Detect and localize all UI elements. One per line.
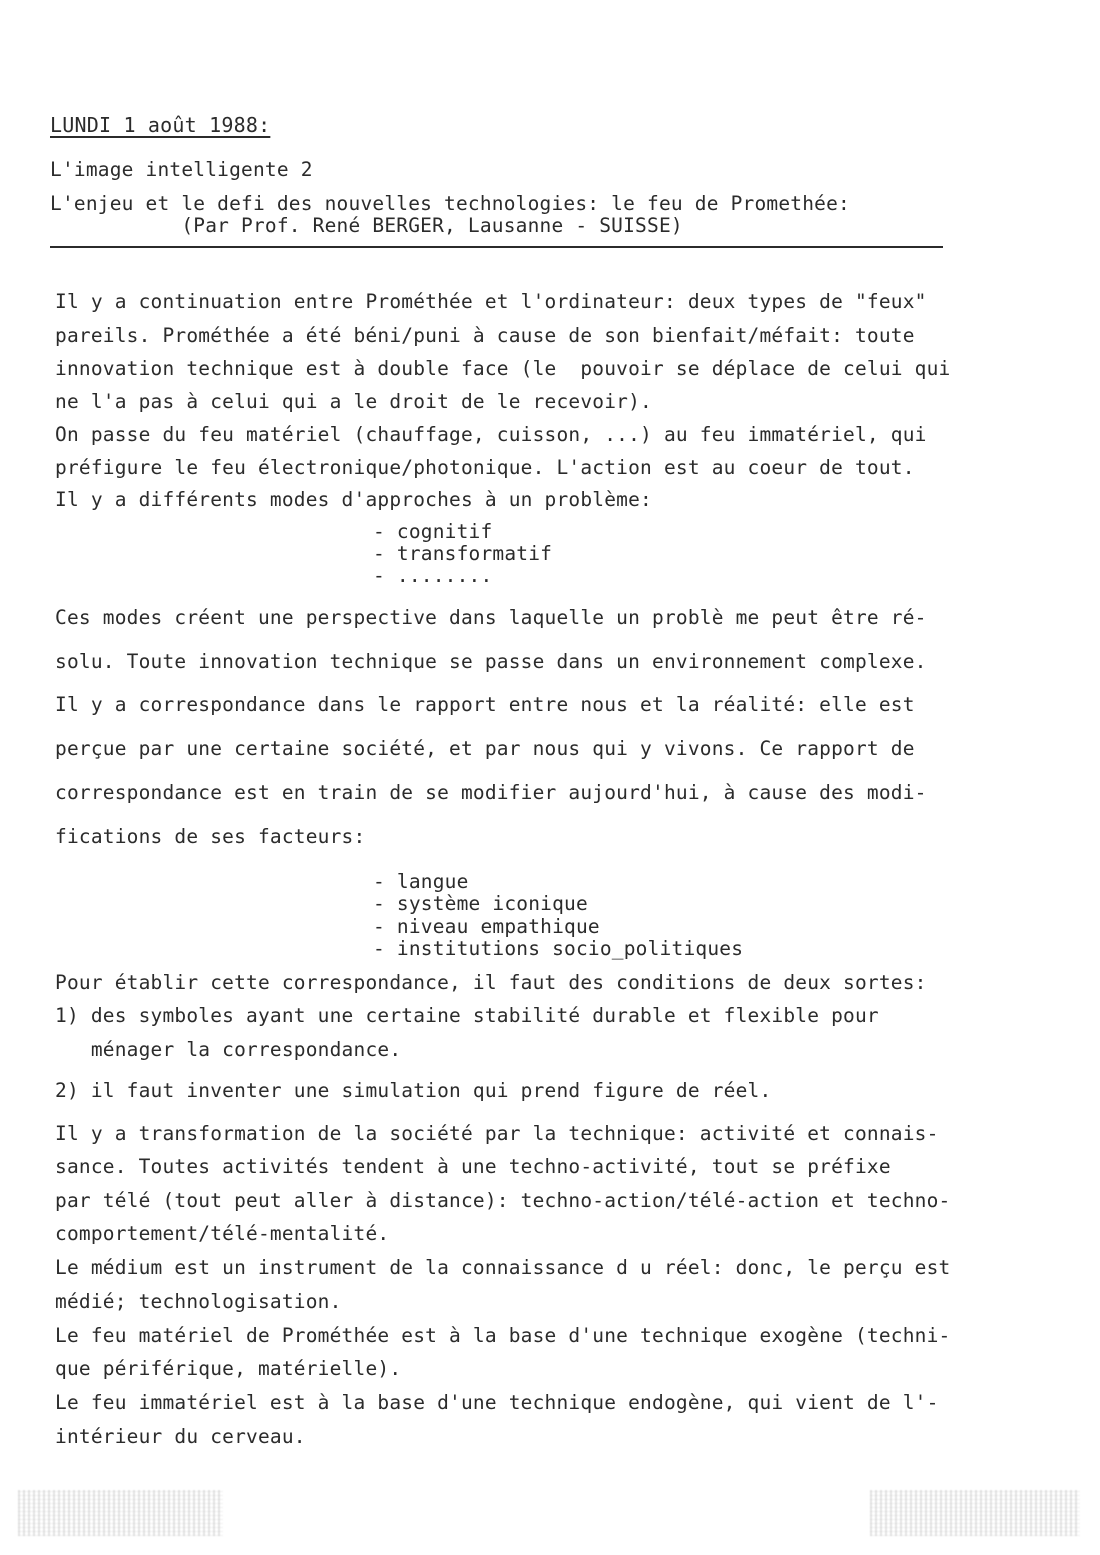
- para3-line-4: 2) il faut inventer une simulation qui prend figure de réel.: [55, 1079, 772, 1102]
- para3-line-5: Il y a transformation de la société par la technique: activité et connais-: [55, 1122, 939, 1145]
- list1-item-3: - ........: [373, 564, 493, 587]
- scan-artifact-left: [18, 1490, 223, 1536]
- header-rule: [50, 246, 943, 248]
- para2-line-1: Ces modes créent une perspective dans laquelle un problè me peut être ré-: [55, 606, 927, 629]
- para1-line-7: Il y a différents modes d'approches à un problème:: [55, 488, 652, 511]
- para3-line-14: intérieur du cerveau.: [55, 1425, 306, 1448]
- header-line-3: (Par Prof. René BERGER, Lausanne - SUISSE): [50, 214, 683, 237]
- para1-line-1: Il y a continuation entre Prométhée et l'ordinateur: deux types de "feux": [55, 290, 927, 313]
- para1-line-6: préfigure le feu électronique/photonique. L'action est au coeur de tout.: [55, 456, 915, 479]
- para3-line-2: 1) des symboles ayant une certaine stabilité durable et flexible pour: [55, 1004, 879, 1027]
- para3-line-9: Le médium est un instrument de la connaissance d u réel: donc, le perçu est: [55, 1256, 951, 1279]
- para1-line-2: pareils. Prométhée a été béni/puni à cause de son bienfait/méfait: toute: [55, 324, 915, 347]
- para2-line-4: perçue par une certaine société, et par nous qui y vivons. Ce rapport de: [55, 737, 915, 760]
- list2-item-2: - système iconique: [373, 892, 588, 915]
- header-line-2: L'enjeu et le defi des nouvelles technologies: le feu de Promethée:: [50, 192, 850, 215]
- para2-line-5: correspondance est en train de se modifier aujourd'hui, à cause des modi-: [55, 781, 927, 804]
- list2-item-1: - langue: [373, 870, 469, 893]
- list1-item-1: - cognitif: [373, 520, 493, 543]
- para2-line-3: Il y a correspondance dans le rapport entre nous et la réalité: elle est: [55, 693, 915, 716]
- para1-line-4: ne l'a pas à celui qui a le droit de le recevoir).: [55, 390, 652, 413]
- list2-item-4: - institutions socio_politiques: [373, 937, 744, 960]
- para2-line-6: fications de ses facteurs:: [55, 825, 366, 848]
- scan-artifact-right: [870, 1490, 1080, 1536]
- list1-item-2: - transformatif: [373, 542, 553, 565]
- para3-line-6: sance. Toutes activités tendent à une techno-activité, tout se préfixe: [55, 1155, 891, 1178]
- para3-line-8: comportement/télé-mentalité.: [55, 1222, 390, 1245]
- para3-line-3: ménager la correspondance.: [55, 1038, 402, 1061]
- document-date: LUNDI 1 août 1988:: [50, 113, 271, 137]
- para1-line-5: On passe du feu matériel (chauffage, cuisson, ...) au feu immatériel, qui: [55, 423, 927, 446]
- para3-line-12: que périférique, matérielle).: [55, 1357, 402, 1380]
- para3-line-10: médié; technologisation.: [55, 1290, 342, 1313]
- para3-line-7: par télé (tout peut aller à distance): techno-action/télé-action et techno-: [55, 1189, 951, 1212]
- para1-line-3: innovation technique est à double face (le pouvoir se déplace de celui qui: [55, 357, 951, 380]
- list2-item-3: - niveau empathique: [373, 915, 600, 938]
- para3-line-13: Le feu immatériel est à la base d'une technique endogène, qui vient de l'-: [55, 1391, 939, 1414]
- para3-line-11: Le feu matériel de Prométhée est à la base d'une technique exogène (techni-: [55, 1324, 951, 1347]
- para2-line-2: solu. Toute innovation technique se passe dans un environnement complexe.: [55, 650, 927, 673]
- header-line-1: L'image intelligente 2: [50, 158, 313, 181]
- para3-line-1: Pour établir cette correspondance, il faut des conditions de deux sortes:: [55, 971, 927, 994]
